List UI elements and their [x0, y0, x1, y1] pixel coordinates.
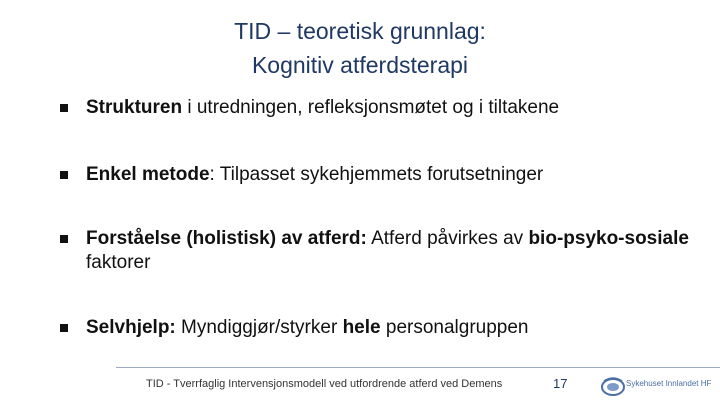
- bullet-plain-text: i utredningen, refleksjonsmøtet og i tiltakene: [182, 97, 560, 118]
- title-line-2: Kognitiv atferdsterapi: [251, 52, 469, 78]
- bullet-text: [86, 163, 706, 187]
- footer-divider: [116, 367, 720, 368]
- bullet-plain-text: personalgruppen: [380, 317, 529, 338]
- logo-text: Sykehuset Innlandet HF: [626, 379, 712, 388]
- bullet-plain-text: : Tilpasset sykehjemmets forutsetninger: [209, 164, 544, 185]
- page-number: 17: [553, 376, 568, 391]
- slide-title: [0, 14, 720, 82]
- bullet-plain-text: Atferd påvirkes av: [366, 228, 529, 249]
- logo-emblem-icon: [600, 373, 626, 399]
- bullet-text: [86, 316, 706, 340]
- bullet-bold-text: bio-psyko-sosiale: [528, 228, 689, 249]
- bullet-text: [86, 227, 706, 275]
- title-line-1: TID – teoretisk grunnlag:: [234, 18, 486, 44]
- bullet-square-icon: [60, 235, 68, 243]
- footer-text: TID - Tverrfaglig Intervensjonsmodell ved utfordrende atferd ved Demens: [146, 378, 503, 390]
- bullet-plain-text: faktorer: [86, 252, 151, 273]
- bullet-bold-text: Strukturen: [86, 97, 183, 118]
- bullet-bold-text: Enkel metode: [86, 164, 210, 185]
- bullet-bold-text: hele: [342, 317, 381, 338]
- bullet-bold-text: Forståelse (holistisk) av atferd:: [86, 228, 367, 249]
- bullet-square-icon: [60, 171, 68, 179]
- bullet-text: [86, 96, 706, 120]
- bullet-bold-text: Selvhjelp:: [86, 317, 176, 338]
- bullet-plain-text: Myndiggjør/styrker: [175, 317, 343, 338]
- bullet-square-icon: [60, 324, 68, 332]
- hospital-logo: [600, 373, 715, 399]
- bullet-square-icon: [60, 104, 68, 112]
